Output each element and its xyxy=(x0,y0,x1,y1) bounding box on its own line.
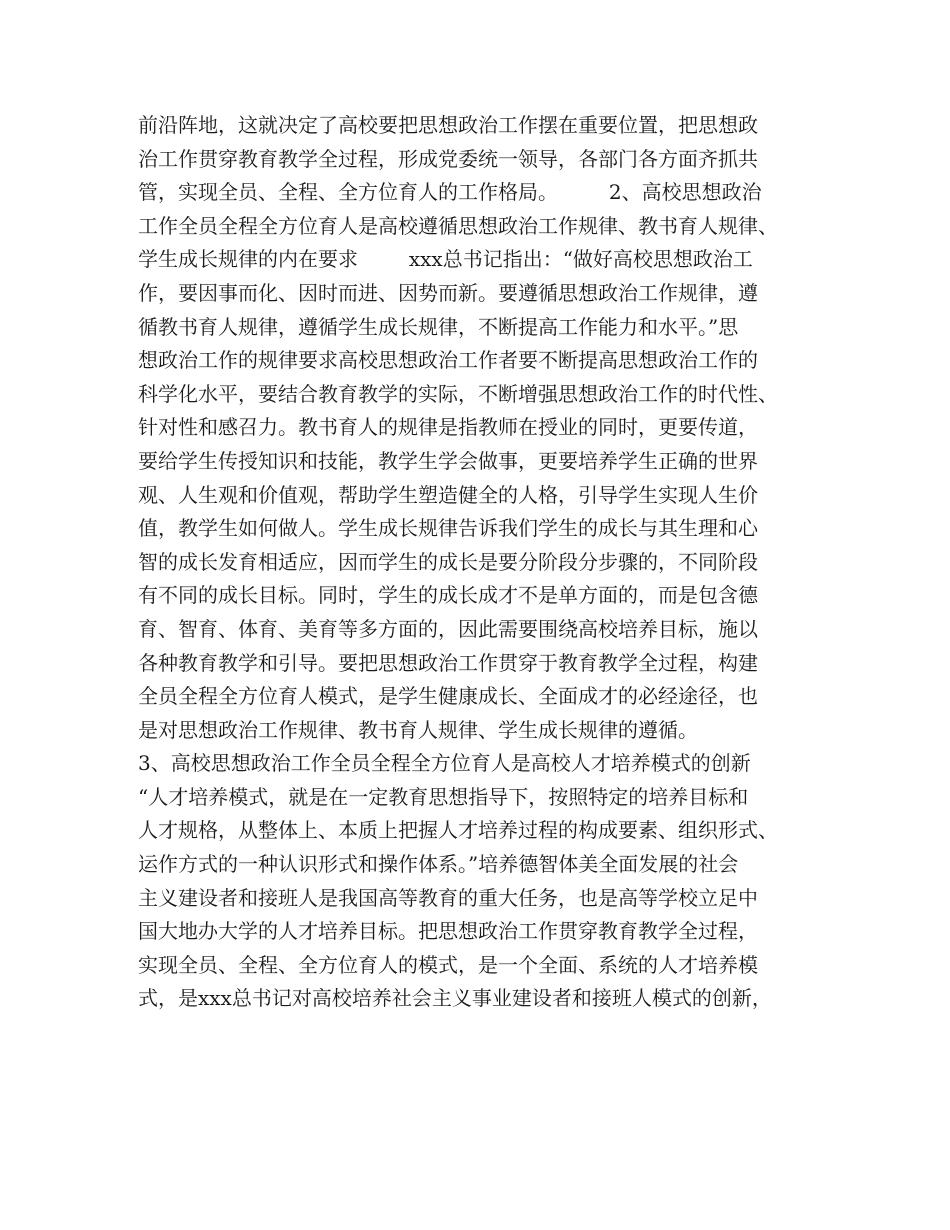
text-line: 有不同的成长目标。同时，学生的成长成才不是单方面的，而是包含德 xyxy=(138,583,758,608)
text-line: 作，要因事而化、因时而进、因势而新。要遵循思想政治工作规律，遵 xyxy=(138,280,758,305)
text-line: “人才培养模式，就是在一定教育思想指导下，按照特定的培养目标和 xyxy=(138,784,749,809)
text-line: 值，教学生如何做人。学生成长规律告诉我们学生的成长与其生理和心 xyxy=(138,516,758,541)
text-line: 想政治工作的规律要求高校思想政治工作者要不断提高思想政治工作的 xyxy=(138,348,758,373)
text-line: 实现全员、全程、全方位育人的模式，是一个全面、系统的人才培养模 xyxy=(138,952,758,977)
text-line: 学生成长规律的内在要求 xxx总书记指出：“做好高校思想政治工 xyxy=(138,247,753,272)
text-line: 观、人生观和价值观，帮助学生塑造健全的人格，引导学生实现人生价 xyxy=(138,482,758,507)
text-line: 管，实现全员、全程、全方位育人的工作格局。 2、高校思想政治 xyxy=(138,180,762,205)
text-line: 智的成长发育相适应，因而学生的成长是要分阶段分步骤的，不同阶段 xyxy=(138,549,758,574)
text-line: 工作全员全程全方位育人是高校遵循思想政治工作规律、教书育人规律、 xyxy=(138,213,778,238)
text-line: 是对思想政治工作规律、教书育人规律、学生成长规律的遵循。 xyxy=(138,717,698,742)
text-line: 主义建设者和接班人是我国高等教育的重大任务，也是高等学校立足中 xyxy=(138,885,758,910)
text-line: 治工作贯穿教育教学全过程，形成党委统一领导，各部门各方面齐抓共 xyxy=(138,146,758,171)
text-line: 人才规格，从整体上、本质上把握人才培养过程的构成要素、组织形式、 xyxy=(138,818,778,843)
text-line: 科学化水平，要结合教育教学的实际，不断增强思想政治工作的时代性、 xyxy=(138,381,778,406)
text-line: 循教书育人规律，遵循学生成长规律，不断提高工作能力和水平。”思 xyxy=(138,314,739,339)
text-line: 针对性和感召力。教书育人的规律是指教师在授业的同时，更要传道， xyxy=(138,415,758,440)
body-text xyxy=(138,109,828,1016)
text-line: 育、智育、体育、美育等多方面的，因此需要围绕高校培养目标，施以 xyxy=(138,616,758,641)
text-line: 3、高校思想政治工作全员全程全方位育人是高校人才培养模式的创新 xyxy=(138,751,751,776)
text-line: 前沿阵地，这就决定了高校要把思想政治工作摆在重要位置，把思想政 xyxy=(138,113,758,137)
text-line: 式，是xxx总书记对高校培养社会主义事业建设者和接班人模式的创新， xyxy=(138,986,772,1011)
text-line: 要给学生传授知识和技能，教学生学会做事，更要培养学生正确的世界 xyxy=(138,448,758,473)
text-line: 全员全程全方位育人模式，是学生健康成长、全面成才的必经途径，也 xyxy=(138,684,758,709)
text-line: 各种教育教学和引导。要把思想政治工作贯穿于教育教学全过程，构建 xyxy=(138,650,758,675)
text-line: 国大地办大学的人才培养目标。把思想政治工作贯穿教育教学全过程， xyxy=(138,919,758,944)
text-line: 运作方式的一种认识形式和操作体系。”培养德智体美全面发展的社会 xyxy=(138,852,739,877)
